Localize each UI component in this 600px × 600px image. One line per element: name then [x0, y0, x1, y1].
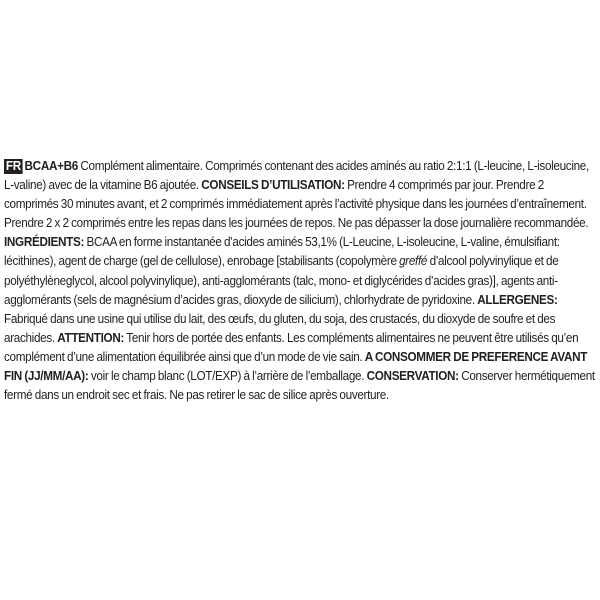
ingredients-text: BCAA en forme instantanée d’acides aminés 53,1% (L-Leucine, L-isoleucine, L-valine, émulsifiant: lécithines), agent de charge (gel de cellulose), enrobage [stabilisants (copolymère	[4, 235, 560, 269]
attention-heading: ATTENTION:	[57, 330, 125, 345]
product-label-text	[4, 157, 595, 405]
ingredients-text-continued: d’alcool polyvinylique et de polyéthylèneglycol, alcool polyvinylique), anti-agglomérants (talc, mono- et diglycérides d’acides gras)], agents anti-agglomérants (sels de magnésium d’acides gras, dioxyde de silicium), chlorhydrate de pyridoxine.	[4, 254, 559, 307]
usage-text: Prendre 4 comprimés par jour. Prendre 2 comprimés 30 minutes avant, et 2 comprimés immédiatement après l’activité physique dans les journées d’entraînement. Prendre 2 x 2 comprimés entre les repas dans les journées de repos. Ne pas dépasser la dose journalière recommandée.	[4, 178, 589, 231]
language-badge: FR	[5, 159, 21, 173]
best-before-text: voir le champ blanc (LOT/EXP) à l’arrière de l’emballage.	[88, 369, 367, 384]
product-name: BCAA+B6	[24, 159, 78, 173]
attention-text: Tenir hors de portée des enfants. Les compléments alimentaires ne peuvent être utilisés qu’en complément d’une alimentation équilibrée ainsi que d’un mode de vie sain.	[4, 330, 579, 364]
allergens-heading: ALLERGENES:	[477, 292, 558, 307]
best-before-heading: A CONSOMMER DE PREFERENCE AVANT FIN (JJ/MM/AA):	[4, 349, 588, 384]
storage-text: Conserver hermétiquement fermé dans un endroit sec et frais. Ne pas retirer le sac de silice après ouverture.	[4, 369, 595, 403]
allergens-text: Fabriqué dans une usine qui utilise du lait, des œufs, du gluten, du soja, des crustacés, du dioxyde de soufre et des arachides.	[4, 311, 556, 345]
usage-heading: CONSEILS D’UTILISATION:	[201, 178, 345, 193]
product-description: Complément alimentaire. Comprimés contenant des acides aminés au ratio 2:1:1 (L-leucine, L-isoleucine, L-valine) avec de la vitamine B6 ajoutée.	[4, 159, 589, 193]
ingredients-heading: INGRÉDIENTS:	[4, 235, 85, 250]
storage-heading: CONSERVATION:	[366, 369, 459, 384]
ingredients-italic-term: greffé	[399, 254, 428, 269]
